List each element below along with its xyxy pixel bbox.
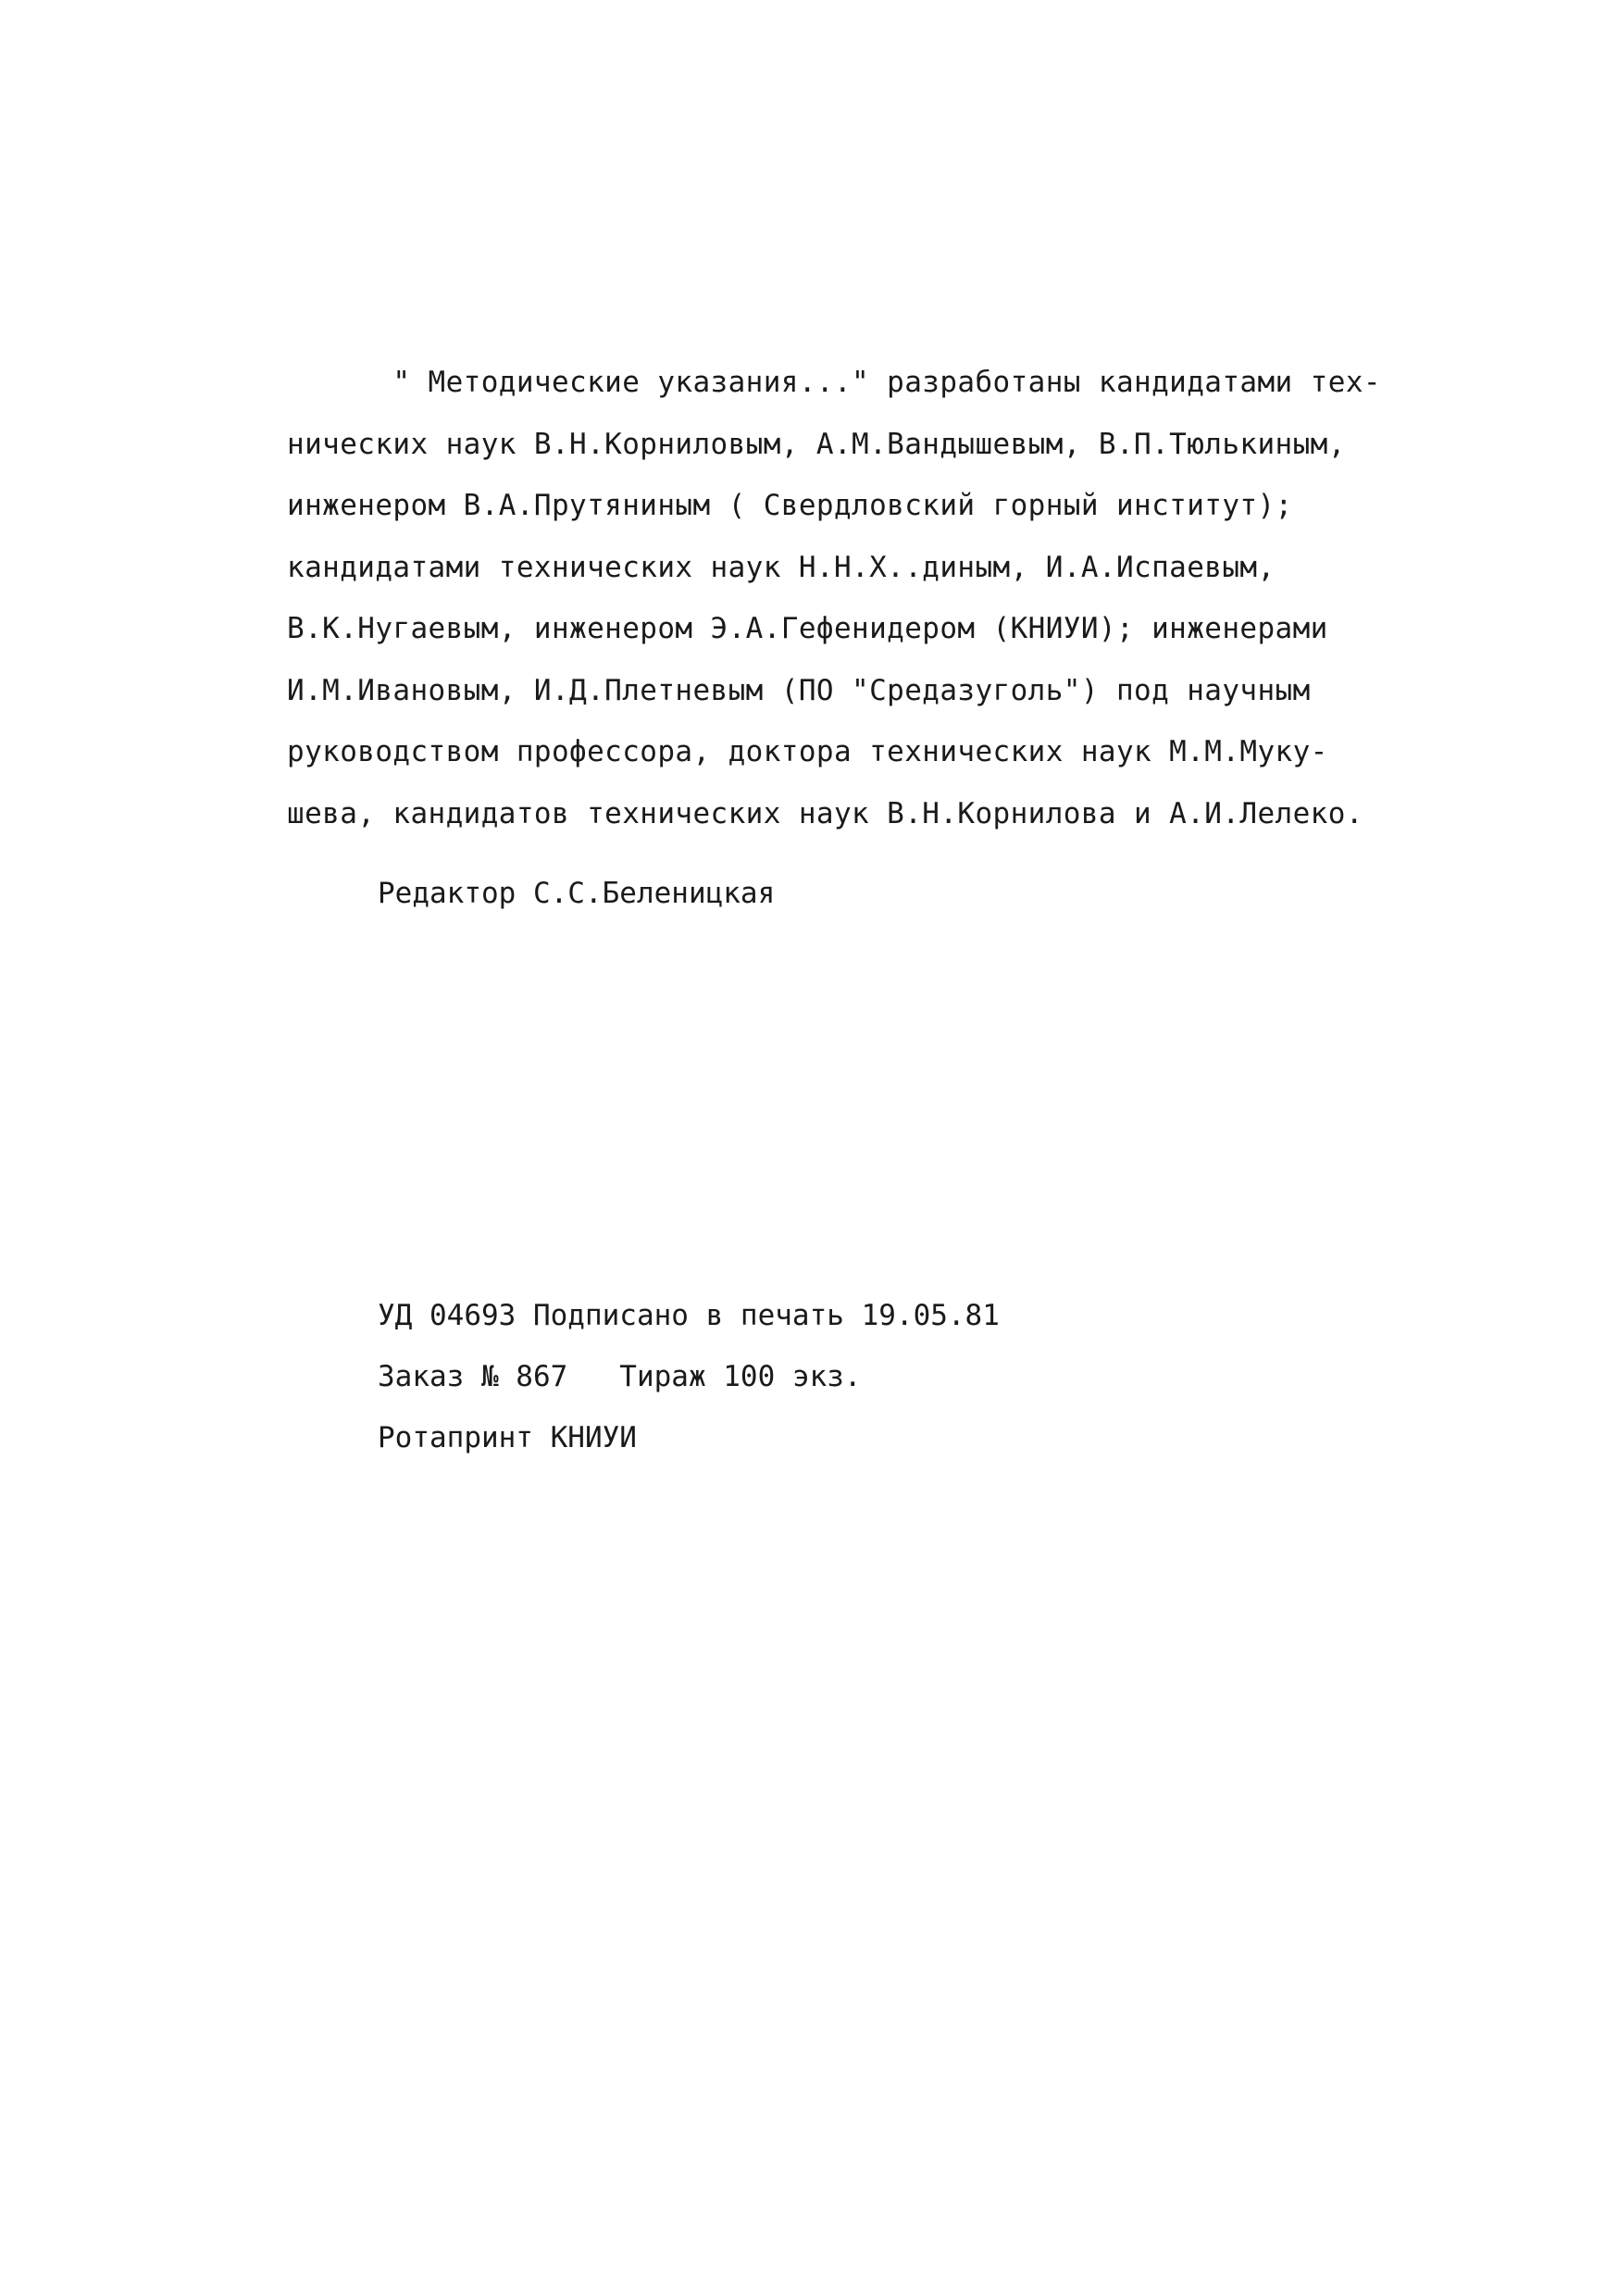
imprint-block bbox=[378, 1285, 1000, 1468]
credits-line: В.К.Нугаевым, инженером Э.А.Гефенидером (КНИУИ); инженерами bbox=[287, 612, 1328, 645]
imprint-order-line: Заказ № 867 Тираж 100 экз. bbox=[378, 1360, 862, 1393]
credits-line: кандидатами технических наук Н.Н.Х..диным, И.А.Испаевым, bbox=[287, 550, 1276, 584]
imprint-print-date-line: УД 04693 Подписано в печать 19.05.81 bbox=[378, 1299, 1000, 1332]
credits-line: нических наук В.Н.Корниловым, А.М.Вандышевым, В.П.Тюлькиным, bbox=[287, 427, 1346, 461]
credits-line: инженером В.А.Прутяниным ( Свердловский горный институт); bbox=[287, 489, 1293, 522]
credits-line: шева, кандидатов технических наук В.Н.Корнилова и А.И.Лелеко. bbox=[287, 796, 1363, 830]
editor-line: Редактор С.С.Беленицкая bbox=[378, 877, 776, 910]
credits-line: " Методические указания..." разработаны кандидатами тех- bbox=[287, 366, 1381, 399]
credits-paragraph bbox=[287, 352, 1407, 844]
imprint-printer-line: Ротапринт КНИУИ bbox=[378, 1421, 637, 1454]
credits-line: руководством профессора, доктора технических наук М.М.Муку- bbox=[287, 735, 1328, 768]
credits-line: И.М.Ивановым, И.Д.Плетневым (ПО "Средазуголь") под научным bbox=[287, 673, 1311, 707]
